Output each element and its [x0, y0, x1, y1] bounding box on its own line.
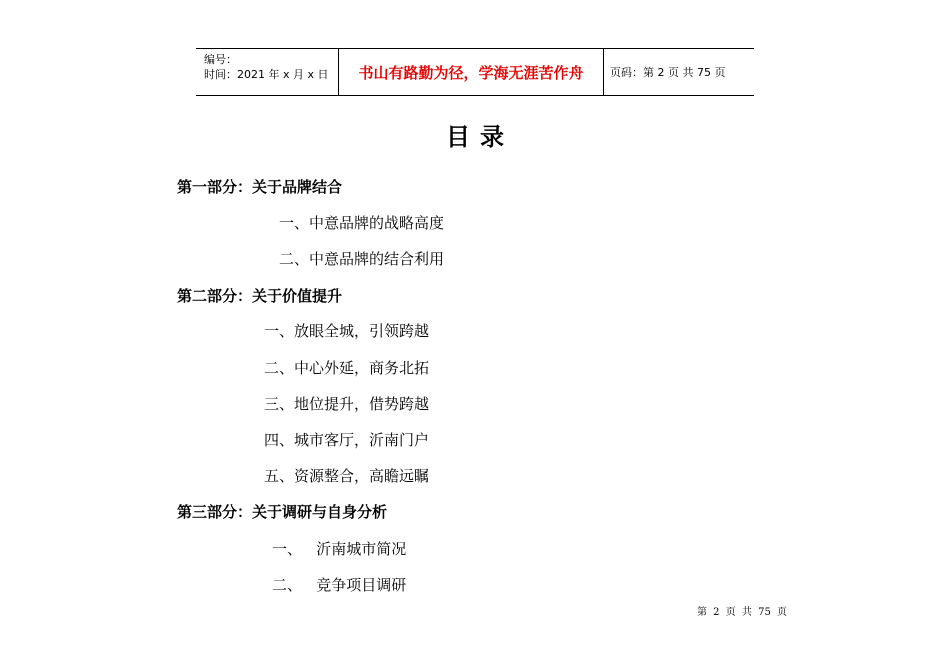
toc-item: 四、城市客厅，沂南门户: [264, 431, 430, 449]
header-motto: 书山有路勤为径，学海无涯苦作舟: [339, 49, 604, 95]
toc-item: 二、 竞争项目调研: [272, 576, 407, 594]
toc-item: 三、地位提升，借势跨越: [264, 395, 430, 413]
toc-part-3: 第三部分：关于调研与自身分析: [177, 503, 388, 521]
toc-item: 五、资源整合，高瞻远瞩: [264, 467, 430, 485]
toc-item: 一、 沂南城市简况: [272, 540, 407, 558]
toc-part-2: 第二部分：关于价值提升: [177, 287, 343, 305]
toc-part-1: 第一部分：关于品牌结合: [177, 178, 343, 196]
toc-item: 一、放眼全城，引领跨越: [264, 322, 430, 340]
toc-item: 二、中意品牌的结合利用: [279, 250, 445, 268]
header-page-info: 页码：第 2 页 共 75 页: [610, 66, 726, 79]
header-meta: [196, 49, 339, 95]
toc-item: 一、中意品牌的战略高度: [279, 214, 445, 232]
page-header: [196, 48, 754, 96]
page-footer: 第 2 页 共 75 页: [697, 607, 787, 618]
date-label: 时间：2021 年 x 月 x 日: [204, 68, 329, 81]
number-label: 编号：: [204, 53, 237, 66]
toc-title: 目录: [446, 123, 514, 151]
toc-item: 二、中心外延，商务北拓: [264, 359, 430, 377]
